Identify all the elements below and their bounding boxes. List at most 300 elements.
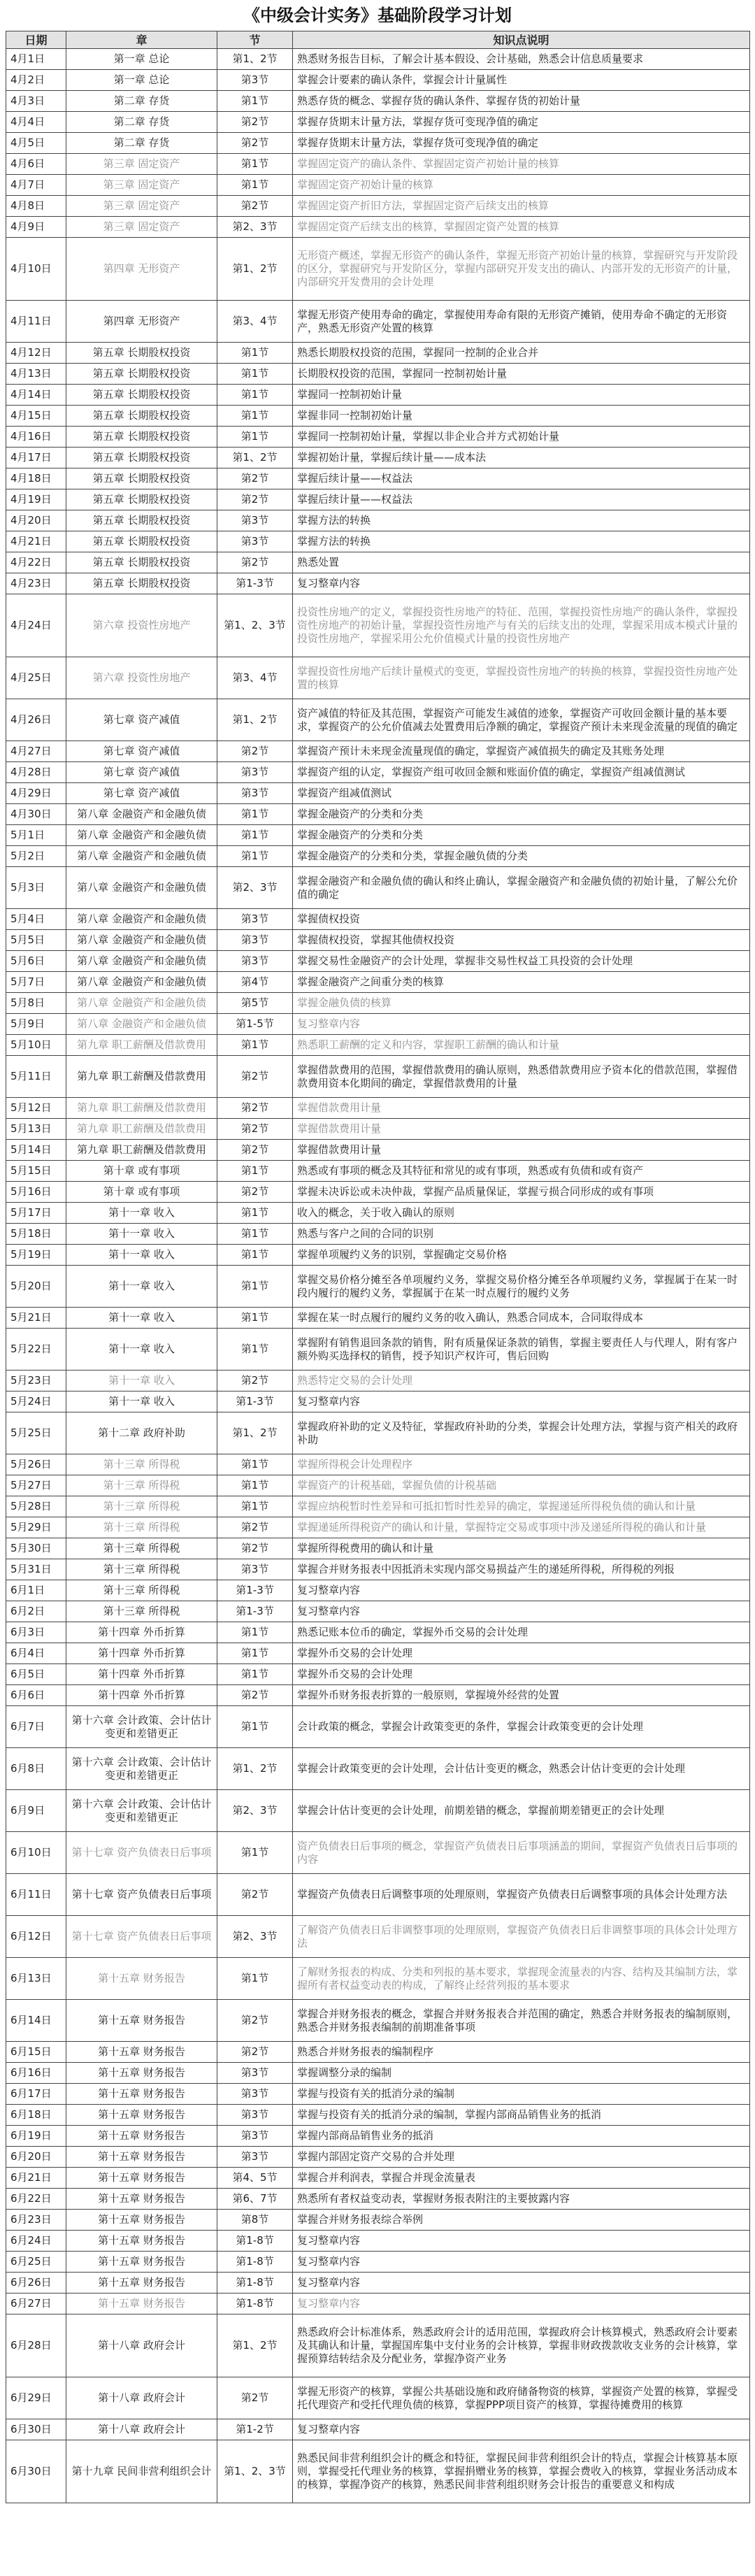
row-points: 长期股权投资的范围，掌握同一控制初始计量: [293, 364, 750, 385]
row-chapter: 第九章 职工薪酬及借款费用: [66, 1140, 217, 1161]
row-section: 第1-3节: [217, 1601, 293, 1622]
row-points: 掌握无形资产的核算，掌握公共基础设施和政府储备物资的核算，掌握资产处置的核算，掌握受托代理资产和受托代理负债的核算，掌握PPP项目资产的核算，掌握待摊费用的核算: [293, 2377, 750, 2419]
row-date: 5月28日: [6, 1496, 66, 1517]
row-chapter: 第一章 总论: [66, 70, 217, 91]
row-date: 6月2日: [6, 1601, 66, 1622]
table-row: [6, 1790, 750, 1832]
row-section: 第1-8节: [217, 2231, 293, 2252]
row-date: 5月4日: [6, 909, 66, 930]
row-date: 4月24日: [6, 594, 66, 657]
row-chapter: 第九章 职工薪酬及借款费用: [66, 1056, 217, 1098]
table-row: [6, 217, 750, 238]
row-chapter: 第十五章 财务报告: [66, 2000, 217, 2042]
row-section: 第1节: [217, 385, 293, 406]
row-section: 第3节: [217, 2126, 293, 2147]
row-chapter: 第四章 无形资产: [66, 238, 217, 301]
row-date: 6月1日: [6, 1580, 66, 1601]
row-chapter: 第三章 固定资产: [66, 175, 217, 196]
row-section: 第1节: [217, 1832, 293, 1874]
row-points: 掌握附有销售退回条款的销售，附有质量保证条款的销售，掌握主要责任人与代理人，附有客户额外购买选择权的销售，授予知识产权许可，售后回购: [293, 1329, 750, 1371]
row-points: 掌握后续计量——权益法: [293, 468, 750, 489]
row-section: 第3节: [217, 510, 293, 531]
table-row: [6, 1371, 750, 1391]
row-date: 6月20日: [6, 2147, 66, 2168]
row-date: 6月23日: [6, 2210, 66, 2231]
row-date: 4月20日: [6, 510, 66, 531]
row-chapter: 第十六章 会计政策、会计估计变更和差错更正: [66, 1748, 217, 1790]
row-section: 第2节: [217, 1538, 293, 1559]
row-points: 掌握借款费用计量: [293, 1140, 750, 1161]
row-section: 第1节: [217, 1622, 293, 1643]
row-points: 复习整章内容: [293, 573, 750, 594]
row-points: 掌握金融资产之间重分类的核算: [293, 972, 750, 993]
row-points: 掌握会计要素的确认条件，掌握会计计量属性: [293, 70, 750, 91]
row-section: 第4节: [217, 972, 293, 993]
row-chapter: 第十章 或有事项: [66, 1161, 217, 1182]
row-date: 6月7日: [6, 1706, 66, 1748]
row-section: 第1、2、3节: [217, 2440, 293, 2503]
row-chapter: 第十三章 所得税: [66, 1454, 217, 1475]
row-points: 掌握借款费用的范围，掌握借款费用的确认原则，熟悉借款费用应予资本化的借款范围，掌握借款费用资本化期间的确定，掌握借款费用的计量: [293, 1056, 750, 1098]
row-date: 6月26日: [6, 2273, 66, 2294]
row-chapter: 第八章 金融资产和金融负债: [66, 846, 217, 867]
row-date: 5月1日: [6, 825, 66, 846]
row-chapter: 第五章 长期股权投资: [66, 448, 217, 468]
table-row: [6, 2231, 750, 2252]
row-points: 掌握债权投资: [293, 909, 750, 930]
row-points: 熟悉存货的概念、掌握存货的确认条件、掌握存货的初始计量: [293, 91, 750, 112]
row-points: 掌握内部商品销售业务的抵消: [293, 2126, 750, 2147]
row-date: 4月17日: [6, 448, 66, 468]
table-row: [6, 2126, 750, 2147]
row-points: 复习整章内容: [293, 2231, 750, 2252]
row-section: 第3、4节: [217, 301, 293, 343]
row-date: 4月7日: [6, 175, 66, 196]
row-date: 5月11日: [6, 1056, 66, 1098]
row-section: 第3节: [217, 2063, 293, 2084]
table-row: [6, 2042, 750, 2063]
row-date: 4月15日: [6, 406, 66, 427]
row-points: 掌握与投资有关的抵消分录的编制: [293, 2084, 750, 2105]
table-row: [6, 175, 750, 196]
row-section: 第1节: [217, 1706, 293, 1748]
row-date: 6月6日: [6, 1685, 66, 1706]
row-points: 掌握非同一控制初始计量: [293, 406, 750, 427]
row-chapter: 第五章 长期股权投资: [66, 489, 217, 510]
row-section: 第1-8节: [217, 2252, 293, 2273]
table-row: [6, 1685, 750, 1706]
row-date: 5月27日: [6, 1475, 66, 1496]
row-points: 会计政策的概念，掌握会计政策变更的条件，掌握会计政策变更的会计处理: [293, 1706, 750, 1748]
row-points: 掌握无形资产使用寿命的确定，掌握使用寿命有限的无形资产摊销，使用寿命不确定的无形资产，熟悉无形资产处置的核算: [293, 301, 750, 343]
header-chapter: 章: [66, 31, 217, 49]
row-date: 6月17日: [6, 2084, 66, 2105]
row-date: 4月3日: [6, 91, 66, 112]
row-section: 第2节: [217, 112, 293, 133]
row-section: 第3节: [217, 909, 293, 930]
row-points: 掌握固定资产后续支出的核算，掌握固定资产处置的核算: [293, 217, 750, 238]
row-section: 第2节: [217, 1119, 293, 1140]
table-row: [6, 1161, 750, 1182]
row-section: 第1节: [217, 1308, 293, 1329]
row-date: 5月15日: [6, 1161, 66, 1182]
row-section: 第3节: [217, 2084, 293, 2105]
row-chapter: 第十三章 所得税: [66, 1496, 217, 1517]
table-row: [6, 972, 750, 993]
row-section: 第1、2、3节: [217, 594, 293, 657]
table-row: [6, 1622, 750, 1643]
row-date: 5月31日: [6, 1559, 66, 1580]
row-date: 4月18日: [6, 468, 66, 489]
row-points: 掌握单项履约义务的识别，掌握确定交易价格: [293, 1245, 750, 1266]
table-row: [6, 385, 750, 406]
table-row: [6, 1098, 750, 1119]
row-points: 掌握金融资产和金融负债的确认和终止确认，掌握金融资产和金融负债的初始计量，了解公允价值的确定: [293, 867, 750, 909]
table-row: [6, 427, 750, 448]
table-row: [6, 909, 750, 930]
row-points: 了解财务报表的构成、分类和列报的基本要求，掌握现金流量表的内容、结构及其编制方法，掌握所有者权益变动表的构成，了解终止经营列报的基本要求: [293, 1958, 750, 2000]
row-chapter: 第十四章 外币折算: [66, 1643, 217, 1664]
row-points: 熟悉政府会计标准体系，熟悉政府会计的适用范围，掌握政府会计核算模式，熟悉政府会计要素及其确认和计量，掌握国库集中支付业务的会计核算，掌握非财政拨款收支业务的会计核算，掌握预算结转结余及分配业务，掌握净资产业务: [293, 2314, 750, 2377]
row-date: 4月11日: [6, 301, 66, 343]
row-section: 第1节: [217, 846, 293, 867]
row-date: 4月14日: [6, 385, 66, 406]
row-chapter: 第五章 长期股权投资: [66, 427, 217, 448]
row-section: 第1节: [217, 1454, 293, 1475]
row-section: 第3节: [217, 2147, 293, 2168]
row-date: 5月25日: [6, 1412, 66, 1454]
row-section: 第1节: [217, 343, 293, 364]
table-row: [6, 1119, 750, 1140]
row-chapter: 第十八章 政府会计: [66, 2377, 217, 2419]
row-section: 第1节: [217, 175, 293, 196]
row-date: 4月9日: [6, 217, 66, 238]
row-date: 6月25日: [6, 2252, 66, 2273]
row-date: 6月27日: [6, 2294, 66, 2314]
row-section: 第1、2节: [217, 1748, 293, 1790]
row-section: 第3节: [217, 783, 293, 804]
table-row: [6, 1475, 750, 1496]
row-section: 第1、2节: [217, 238, 293, 301]
row-points: 熟悉长期股权投资的范围，掌握同一控制的企业合并: [293, 343, 750, 364]
row-date: 5月2日: [6, 846, 66, 867]
row-section: 第2节: [217, 133, 293, 154]
row-chapter: 第八章 金融资产和金融负债: [66, 1014, 217, 1035]
row-section: 第6、7节: [217, 2189, 293, 2210]
row-date: 4月29日: [6, 783, 66, 804]
row-date: 5月6日: [6, 951, 66, 972]
row-section: 第1节: [217, 1643, 293, 1664]
table-row: [6, 2377, 750, 2419]
row-date: 5月12日: [6, 1098, 66, 1119]
row-section: 第3节: [217, 1559, 293, 1580]
row-chapter: 第五章 长期股权投资: [66, 406, 217, 427]
table-row: [6, 301, 750, 343]
row-section: 第1-3节: [217, 1580, 293, 1601]
row-points: 掌握固定资产初始计量的核算: [293, 175, 750, 196]
row-points: 掌握金融资产的分类和分类，掌握金融负债的分类: [293, 846, 750, 867]
row-chapter: 第二章 存货: [66, 133, 217, 154]
table-row: [6, 930, 750, 951]
table-row: [6, 1559, 750, 1580]
study-plan-table: [6, 31, 750, 2503]
table-row: [6, 1538, 750, 1559]
row-section: 第8节: [217, 2210, 293, 2231]
table-row: [6, 2105, 750, 2126]
row-chapter: 第十五章 财务报告: [66, 2042, 217, 2063]
row-section: 第1节: [217, 1203, 293, 1224]
row-section: 第1节: [217, 1475, 293, 1496]
row-section: 第2节: [217, 552, 293, 573]
row-chapter: 第五章 长期股权投资: [66, 573, 217, 594]
row-chapter: 第十六章 会计政策、会计估计变更和差错更正: [66, 1706, 217, 1748]
row-section: 第2节: [217, 196, 293, 217]
row-chapter: 第九章 职工薪酬及借款费用: [66, 1035, 217, 1056]
row-chapter: 第八章 金融资产和金融负债: [66, 825, 217, 846]
row-date: 4月4日: [6, 112, 66, 133]
table-row: [6, 510, 750, 531]
table-row: [6, 1601, 750, 1622]
row-date: 6月28日: [6, 2314, 66, 2377]
row-points: 掌握方法的转换: [293, 510, 750, 531]
row-date: 6月11日: [6, 1874, 66, 1916]
row-points: 掌握借款费用计量: [293, 1098, 750, 1119]
row-points: 掌握同一控制初始计量: [293, 385, 750, 406]
row-points: 熟悉处置: [293, 552, 750, 573]
table-row: [6, 238, 750, 301]
row-section: 第1节: [217, 1161, 293, 1182]
row-section: 第2节: [217, 1371, 293, 1391]
table-row: [6, 1958, 750, 2000]
row-date: 6月29日: [6, 2377, 66, 2419]
row-date: 6月5日: [6, 1664, 66, 1685]
row-points: 掌握固定资产折旧方法，掌握固定资产后续支出的核算: [293, 196, 750, 217]
row-chapter: 第八章 金融资产和金融负债: [66, 972, 217, 993]
row-points: 熟悉所有者权益变动表，掌握财务报表附注的主要披露内容: [293, 2189, 750, 2210]
row-section: 第2、3节: [217, 1790, 293, 1832]
row-section: 第1节: [217, 1245, 293, 1266]
row-points: 掌握会计估计变更的会计处理，前期差错的概念，掌握前期差错更正的会计处理: [293, 1790, 750, 1832]
row-section: 第2节: [217, 489, 293, 510]
row-date: 5月3日: [6, 867, 66, 909]
row-chapter: 第十五章 财务报告: [66, 2063, 217, 2084]
row-points: 熟悉职工薪酬的定义和内容，掌握职工薪酬的确认和计量: [293, 1035, 750, 1056]
row-chapter: 第二章 存货: [66, 112, 217, 133]
row-chapter: 第十七章 资产负债表日后事项: [66, 1874, 217, 1916]
row-points: 掌握存货期末计量方法，掌握存货可变现净值的确定: [293, 133, 750, 154]
row-section: 第3节: [217, 531, 293, 552]
row-section: 第3节: [217, 951, 293, 972]
row-points: 掌握后续计量——权益法: [293, 489, 750, 510]
row-chapter: 第八章 金融资产和金融负债: [66, 930, 217, 951]
row-chapter: 第十二章 政府补助: [66, 1412, 217, 1454]
row-date: 4月27日: [6, 741, 66, 762]
table-row: [6, 406, 750, 427]
row-date: 6月22日: [6, 2189, 66, 2210]
row-section: 第2节: [217, 2042, 293, 2063]
table-row: [6, 573, 750, 594]
row-chapter: 第十四章 外币折算: [66, 1685, 217, 1706]
table-row: [6, 993, 750, 1014]
table-row: [6, 2210, 750, 2231]
row-chapter: 第五章 长期股权投资: [66, 385, 217, 406]
row-points: 了解资产负债表日后非调整事项的处理原则，掌握资产负债表日后非调整事项的具体会计处理方法: [293, 1916, 750, 1958]
row-points: 复习整章内容: [293, 2273, 750, 2294]
table-row: [6, 1748, 750, 1790]
row-points: 掌握金融资产的分类和分类: [293, 825, 750, 846]
row-chapter: 第十三章 所得税: [66, 1538, 217, 1559]
table-row: [6, 2273, 750, 2294]
row-section: 第1、2节: [217, 1412, 293, 1454]
row-section: 第1-2节: [217, 2419, 293, 2440]
row-points: 收入的概念，关于收入确认的原则: [293, 1203, 750, 1224]
row-points: 掌握债权投资，掌握其他债权投资: [293, 930, 750, 951]
table-row: [6, 1580, 750, 1601]
table-row: [6, 1056, 750, 1098]
row-section: 第1节: [217, 154, 293, 175]
row-points: 熟悉与客户之间的合同的识别: [293, 1224, 750, 1245]
table-row: [6, 1874, 750, 1916]
row-points: 掌握应纳税暂时性差异和可抵扣暂时性差异的确定，掌握递延所得税负债的确认和计量: [293, 1496, 750, 1517]
table-row: [6, 1391, 750, 1412]
row-chapter: 第十一章 收入: [66, 1391, 217, 1412]
row-points: 掌握交易价格分摊至各单项履约义务，掌握交易价格分摊至各单项履约义务，掌握属于在某一时段内履行的履约义务，掌握属于在某一时点履行的履约义务: [293, 1266, 750, 1308]
table-row: [6, 133, 750, 154]
row-chapter: 第三章 固定资产: [66, 196, 217, 217]
table-row: [6, 951, 750, 972]
row-chapter: 第十五章 财务报告: [66, 2231, 217, 2252]
row-section: 第1节: [217, 406, 293, 427]
row-date: 6月30日: [6, 2419, 66, 2440]
row-date: 6月18日: [6, 2105, 66, 2126]
row-points: 掌握政府补助的定义及特征，掌握政府补助的分类，掌握会计处理方法，掌握与资产相关的政府补助: [293, 1412, 750, 1454]
row-section: 第1-5节: [217, 1014, 293, 1035]
row-date: 4月21日: [6, 531, 66, 552]
header-section: 节: [217, 31, 293, 49]
row-date: 5月26日: [6, 1454, 66, 1475]
row-chapter: 第十一章 收入: [66, 1266, 217, 1308]
row-date: 5月30日: [6, 1538, 66, 1559]
row-section: 第1节: [217, 1664, 293, 1685]
row-section: 第3节: [217, 2105, 293, 2126]
row-chapter: 第十八章 政府会计: [66, 2419, 217, 2440]
row-date: 4月1日: [6, 49, 66, 70]
row-points: 熟悉民间非营利组织会计的概念和特征，掌握民间非营利组织会计的特点，掌握会计核算基本原则，掌握受托代理业务的核算，掌握捐赠业务的核算，掌握会费收入的核算，掌握业务活动成本的核算，掌握净资产的核算，熟悉民间非营利组织财务会计报告的重要意义和构成: [293, 2440, 750, 2503]
row-points: 掌握投资性房地产后续计量模式的变更，掌握投资性房地产的转换的核算，掌握投资性房地产处置的核算: [293, 657, 750, 699]
row-section: 第1-8节: [217, 2273, 293, 2294]
row-chapter: 第五章 长期股权投资: [66, 510, 217, 531]
table-row: [6, 2252, 750, 2273]
row-chapter: 第八章 金融资产和金融负债: [66, 951, 217, 972]
row-chapter: 第七章 资产减值: [66, 783, 217, 804]
row-points: 掌握固定资产的确认条件、掌握固定资产初始计量的核算: [293, 154, 750, 175]
row-date: 6月24日: [6, 2231, 66, 2252]
row-chapter: 第三章 固定资产: [66, 217, 217, 238]
row-date: 5月8日: [6, 993, 66, 1014]
table-row: [6, 531, 750, 552]
row-date: 6月3日: [6, 1622, 66, 1643]
row-section: 第2节: [217, 2377, 293, 2419]
row-points: 复习整章内容: [293, 1014, 750, 1035]
row-points: 熟悉记账本位币的确定，掌握外币交易的会计处理: [293, 1622, 750, 1643]
row-chapter: 第十五章 财务报告: [66, 2084, 217, 2105]
row-chapter: 第五章 长期股权投资: [66, 343, 217, 364]
row-chapter: 第十三章 所得税: [66, 1475, 217, 1496]
header-points: 知识点说明: [293, 31, 750, 49]
table-row: [6, 2084, 750, 2105]
row-chapter: 第九章 职工薪酬及借款费用: [66, 1098, 217, 1119]
row-date: 4月2日: [6, 70, 66, 91]
table-row: [6, 49, 750, 70]
table-row: [6, 1454, 750, 1475]
row-chapter: 第八章 金融资产和金融负债: [66, 804, 217, 825]
row-chapter: 第五章 长期股权投资: [66, 552, 217, 573]
row-section: 第2、3节: [217, 217, 293, 238]
table-row: [6, 1245, 750, 1266]
table-row: [6, 2440, 750, 2503]
row-points: 掌握合并财务报表中因抵消未实现内部交易损益产生的递延所得税，所得税的列报: [293, 1559, 750, 1580]
page-title: 《中级会计实务》基础阶段学习计划: [243, 6, 512, 25]
row-chapter: 第十五章 财务报告: [66, 2168, 217, 2189]
row-points: 熟悉特定交易的会计处理: [293, 1371, 750, 1391]
row-section: 第3节: [217, 70, 293, 91]
row-date: 4月5日: [6, 133, 66, 154]
table-row: [6, 762, 750, 783]
table-row: [6, 1014, 750, 1035]
row-section: 第1节: [217, 1496, 293, 1517]
row-chapter: 第八章 金融资产和金融负债: [66, 909, 217, 930]
row-date: 5月16日: [6, 1182, 66, 1203]
row-date: 6月8日: [6, 1748, 66, 1790]
row-date: 4月22日: [6, 552, 66, 573]
row-points: 复习整章内容: [293, 1601, 750, 1622]
table-row: [6, 1203, 750, 1224]
row-chapter: 第四章 无形资产: [66, 301, 217, 343]
row-chapter: 第十一章 收入: [66, 1224, 217, 1245]
table-row: [6, 2294, 750, 2314]
row-date: 5月13日: [6, 1119, 66, 1140]
row-chapter: 第十三章 所得税: [66, 1517, 217, 1538]
row-section: 第1节: [217, 91, 293, 112]
row-points: 掌握所得税费用的确认和计量: [293, 1538, 750, 1559]
row-date: 6月30日: [6, 2440, 66, 2503]
row-points: 掌握借款费用计量: [293, 1119, 750, 1140]
row-section: 第1节: [217, 1329, 293, 1371]
row-date: 5月14日: [6, 1140, 66, 1161]
row-date: 5月5日: [6, 930, 66, 951]
row-section: 第1节: [217, 1035, 293, 1056]
row-points: 掌握资产组的认定，掌握资产组可收回金额和账面价值的确定，掌握资产组减值测试: [293, 762, 750, 783]
row-section: 第2节: [217, 468, 293, 489]
table-row: [6, 196, 750, 217]
table-row: [6, 1182, 750, 1203]
row-date: 5月22日: [6, 1329, 66, 1371]
row-chapter: 第十六章 会计政策、会计估计变更和差错更正: [66, 1790, 217, 1832]
table-row: [6, 1496, 750, 1517]
row-points: 资产负债表日后事项的概念，掌握资产负债表日后事项涵盖的期间，掌握资产负债表日后事项的内容: [293, 1832, 750, 1874]
row-section: 第1、2节: [217, 448, 293, 468]
table-row: [6, 2419, 750, 2440]
table-row: [6, 1140, 750, 1161]
row-chapter: 第五章 长期股权投资: [66, 531, 217, 552]
table-row: [6, 825, 750, 846]
table-row: [6, 364, 750, 385]
table-row: [6, 657, 750, 699]
row-section: 第2、3节: [217, 1916, 293, 1958]
row-date: 5月7日: [6, 972, 66, 993]
row-date: 6月19日: [6, 2126, 66, 2147]
row-chapter: 第七章 资产减值: [66, 762, 217, 783]
